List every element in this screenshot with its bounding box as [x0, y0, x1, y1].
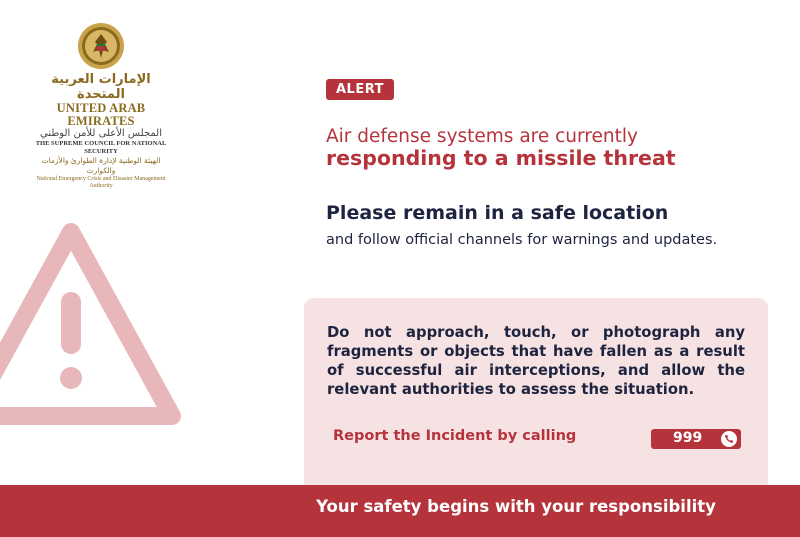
authority-logo [26, 22, 176, 190]
footer-tagline: Your safety begins with your responsibility [316, 497, 716, 516]
phone-number: 999 [673, 430, 703, 446]
arabic-country-name: الإمارات العربية المتحدة [51, 72, 151, 102]
report-label: Report the Incident by calling [333, 428, 577, 444]
emblem-icon [77, 22, 125, 70]
phone-icon [721, 431, 737, 447]
instruction-title: Please remain in a safe location [326, 202, 669, 224]
english-authority-name: National Emergency Crisis and Disaster Management Authority [36, 176, 166, 189]
alert-badge: ALERT [326, 79, 394, 100]
phone-number-badge[interactable] [651, 429, 741, 449]
english-country-name: UNITED ARAB EMIRATES [56, 101, 146, 128]
arabic-authority-name: الهيئة الوطنية لإدارة الطوارئ والأزمات والكوارث [41, 156, 161, 175]
english-council-name: THE SUPREME COUNCIL FOR NATIONAL SECURITY [35, 140, 167, 155]
headline-line2: responding to a missile threat [326, 146, 676, 170]
notice-body: Do not approach, touch, or photograph any fragments or objects that have fallen as a result of successful air interceptions, and allow the relevant authorities to assess the situation. [327, 324, 745, 398]
arabic-council-name: المجلس الأعلى للأمن الوطني [39, 128, 163, 139]
headline-line1: Air defense systems are currently [326, 126, 638, 147]
instruction-subtitle: and follow official channels for warnings and updates. [326, 232, 718, 248]
warning-triangle-icon [0, 222, 182, 428]
